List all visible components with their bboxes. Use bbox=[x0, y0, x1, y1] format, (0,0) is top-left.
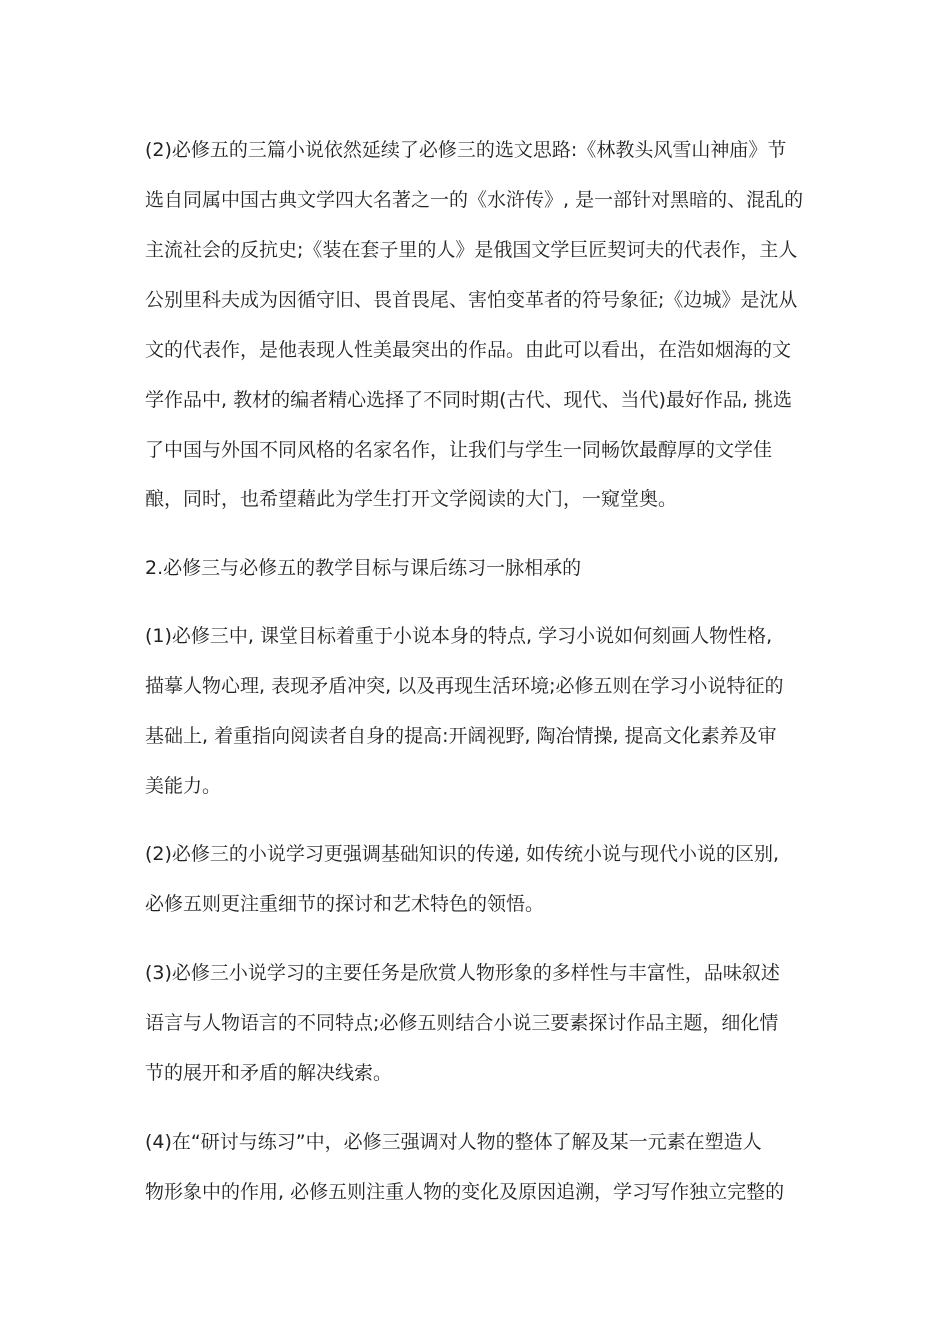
text-line: 酿，同时，也希望藉此为学生打开文学阅读的大门，一窥堂奥。 bbox=[145, 488, 678, 510]
text-line: 选自同属中国古典文学四大名著之一的《水浒传》, 是一部针对黑暗的、混乱的 bbox=[145, 189, 804, 211]
text-line: (2)必修三的小说学习更强调基础知识的传递, 如传统小说与现代小说的区别, bbox=[145, 843, 780, 865]
text-line: 学作品中, 教材的编者精心选择了不同时期(古代、现代、当代)最好作品, 挑选 bbox=[145, 389, 792, 411]
text-line: 必修五则更注重细节的探讨和艺术特色的领悟。 bbox=[145, 893, 545, 915]
text-line: 物形象中的作用, 必修五则注重人物的变化及原因追溯，学习写作独立完整的 bbox=[145, 1181, 785, 1203]
text-line: 描摹人物心理, 表现矛盾冲突, 以及再现生活环境;必修五则在学习小说特征的 bbox=[145, 675, 784, 697]
section-heading: 2.必修三与必修五的教学目标与课后练习一脉相承的 bbox=[145, 557, 582, 579]
text-line: (3)必修三小说学习的主要任务是欣赏人物形象的多样性与丰富性，品味叙述 bbox=[145, 962, 780, 984]
text-line: 主流社会的反抗史;《装在套子里的人》是俄国文学巨匠契诃夫的代表作，主人 bbox=[145, 239, 798, 261]
text-line: (4)在“研讨与练习”中，必修三强调对人物的整体了解及某一元素在塑造人 bbox=[145, 1131, 762, 1153]
text-line: 公别里科夫成为因循守旧、畏首畏尾、害怕变革者的符号象征;《边城》是沈从 bbox=[145, 289, 798, 311]
text-line: (2)必修五的三篇小说依然延续了必修三的选文思路:《林教头风雪山神庙》节 bbox=[145, 139, 787, 161]
text-line: 美能力。 bbox=[145, 775, 222, 797]
text-line: 了中国与外国不同风格的名家名作，让我们与学生一同畅饮最醇厚的文学佳 bbox=[145, 439, 773, 461]
text-line: (1)必修三中, 课堂目标着重于小说本身的特点, 学习小说如何刻画人物性格, bbox=[145, 625, 773, 647]
text-line: 语言与人物语言的不同特点;必修五则结合小说三要素探讨作品主题，细化情 bbox=[145, 1012, 779, 1034]
text-line: 节的展开和矛盾的解决线索。 bbox=[145, 1062, 393, 1084]
text-line: 文的代表作，是他表现人性美最突出的作品。由此可以看出，在浩如烟海的文 bbox=[145, 339, 792, 361]
text-line: 基础上, 着重指向阅读者自身的提高:开阔视野, 陶冶情操, 提高文化素养及审 bbox=[145, 725, 777, 747]
